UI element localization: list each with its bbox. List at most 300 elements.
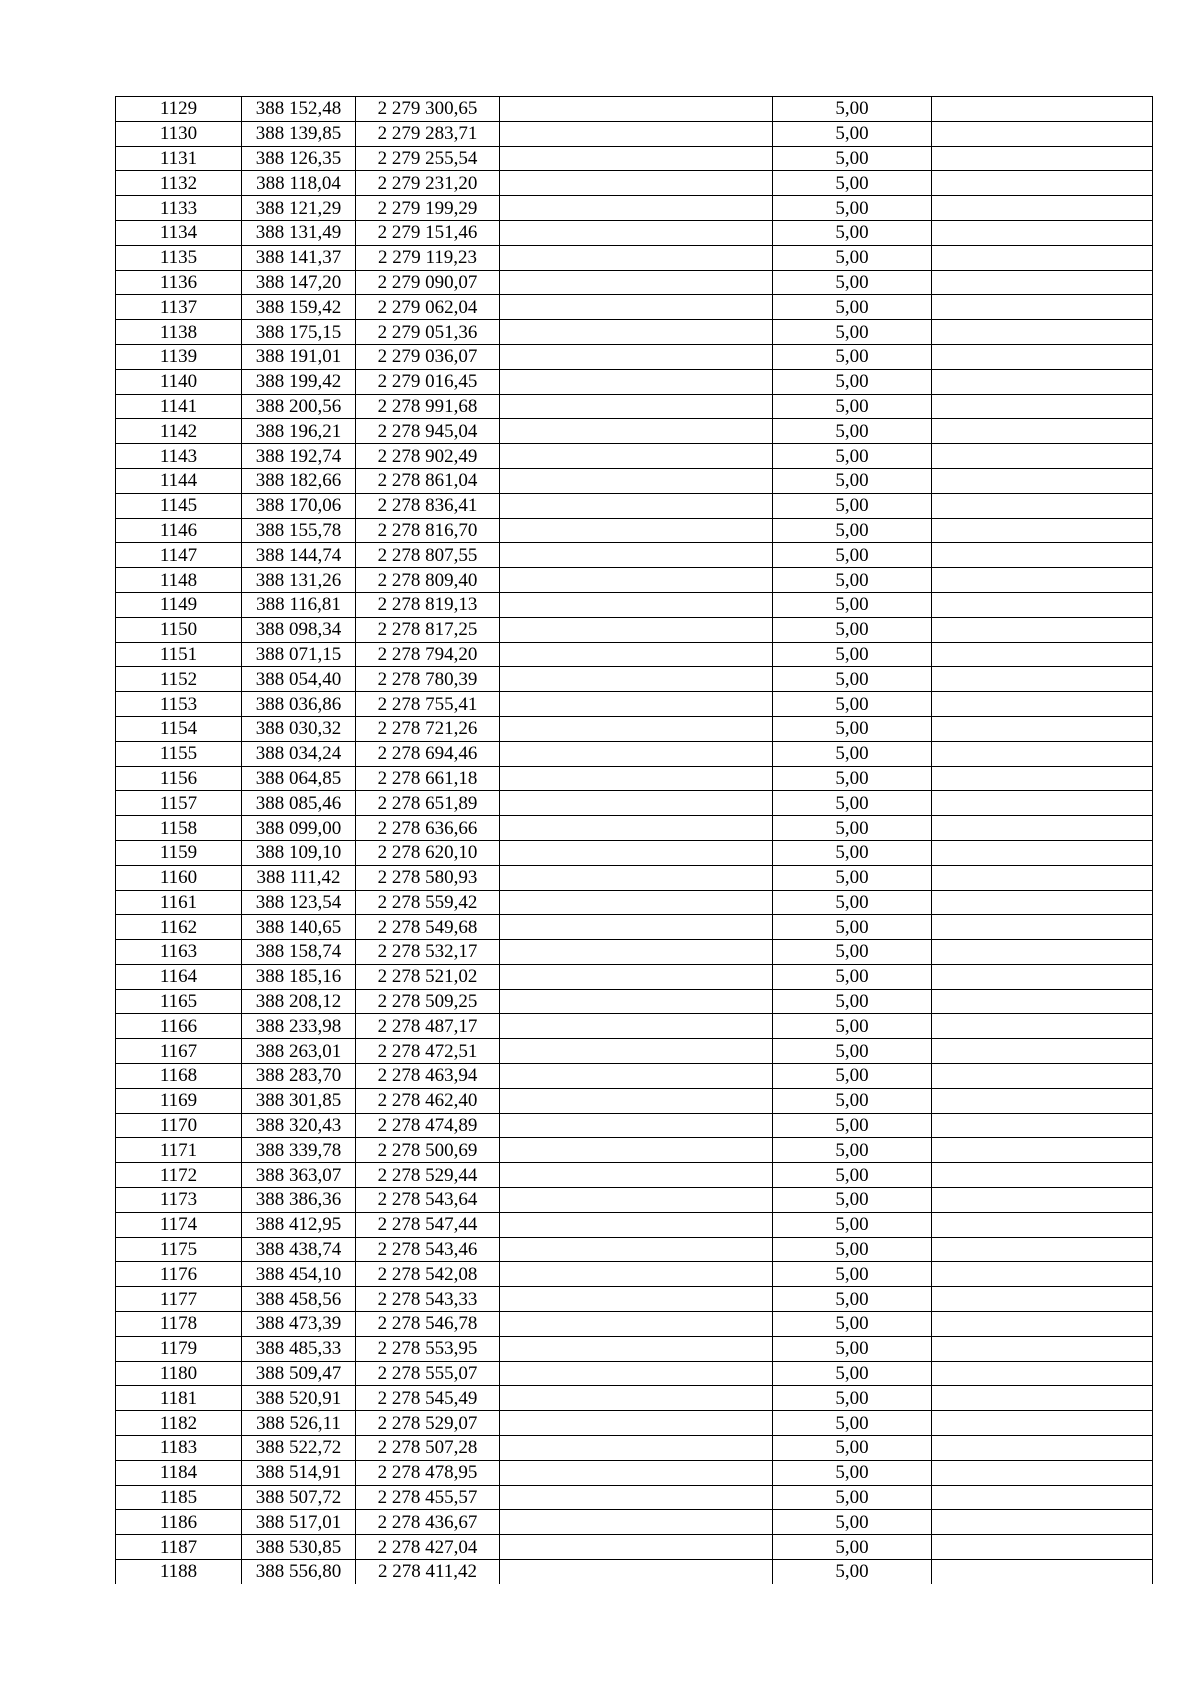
x-coordinate-cell: 388 509,47: [242, 1361, 356, 1386]
empty-cell: [500, 1188, 773, 1213]
y-coordinate-cell: 2 278 545,49: [356, 1386, 500, 1411]
y-coordinate-cell: 2 279 036,07: [356, 344, 500, 369]
empty-cell: [932, 1064, 1153, 1089]
empty-cell: [932, 1113, 1153, 1138]
point-number-cell: 1165: [116, 989, 242, 1014]
empty-cell: [932, 220, 1153, 245]
x-coordinate-cell: 388 200,56: [242, 394, 356, 419]
empty-cell: [500, 1411, 773, 1436]
empty-cell: [500, 816, 773, 841]
point-number-cell: 1166: [116, 1014, 242, 1039]
y-coordinate-cell: 2 278 836,41: [356, 493, 500, 518]
value-cell: 5,00: [773, 1411, 932, 1436]
y-coordinate-cell: 2 278 819,13: [356, 592, 500, 617]
point-number-cell: 1163: [116, 940, 242, 965]
x-coordinate-cell: 388 159,42: [242, 295, 356, 320]
x-coordinate-cell: 388 556,80: [242, 1560, 356, 1584]
point-number-cell: 1168: [116, 1064, 242, 1089]
value-cell: 5,00: [773, 890, 932, 915]
value-cell: 5,00: [773, 220, 932, 245]
point-number-cell: 1134: [116, 220, 242, 245]
x-coordinate-cell: 388 233,98: [242, 1014, 356, 1039]
point-number-cell: 1143: [116, 444, 242, 469]
y-coordinate-cell: 2 278 721,26: [356, 716, 500, 741]
point-number-cell: 1145: [116, 493, 242, 518]
table-row: [116, 320, 1153, 345]
empty-cell: [500, 245, 773, 270]
point-number-cell: 1174: [116, 1212, 242, 1237]
empty-cell: [500, 989, 773, 1014]
point-number-cell: 1179: [116, 1336, 242, 1361]
table-row: [116, 518, 1153, 543]
coordinates-table-body: [116, 97, 1153, 1584]
point-number-cell: 1152: [116, 667, 242, 692]
value-cell: 5,00: [773, 1361, 932, 1386]
table-row: [116, 171, 1153, 196]
value-cell: 5,00: [773, 493, 932, 518]
value-cell: 5,00: [773, 915, 932, 940]
empty-cell: [500, 270, 773, 295]
empty-cell: [932, 1361, 1153, 1386]
value-cell: 5,00: [773, 1510, 932, 1535]
table-row: [116, 890, 1153, 915]
y-coordinate-cell: 2 279 016,45: [356, 369, 500, 394]
x-coordinate-cell: 388 320,43: [242, 1113, 356, 1138]
y-coordinate-cell: 2 278 462,40: [356, 1088, 500, 1113]
y-coordinate-cell: 2 278 543,33: [356, 1287, 500, 1312]
y-coordinate-cell: 2 279 090,07: [356, 270, 500, 295]
empty-cell: [500, 1287, 773, 1312]
empty-cell: [500, 493, 773, 518]
point-number-cell: 1133: [116, 196, 242, 221]
empty-cell: [932, 642, 1153, 667]
table-row: [116, 1113, 1153, 1138]
x-coordinate-cell: 388 131,26: [242, 568, 356, 593]
empty-cell: [932, 1312, 1153, 1337]
value-cell: 5,00: [773, 444, 932, 469]
table-row: [116, 394, 1153, 419]
empty-cell: [932, 791, 1153, 816]
empty-cell: [500, 741, 773, 766]
empty-cell: [932, 1336, 1153, 1361]
value-cell: 5,00: [773, 865, 932, 890]
point-number-cell: 1172: [116, 1163, 242, 1188]
table-row: [116, 1535, 1153, 1560]
table-row: [116, 1560, 1153, 1584]
empty-cell: [500, 369, 773, 394]
table-row: [116, 1460, 1153, 1485]
point-number-cell: 1173: [116, 1188, 242, 1213]
value-cell: 5,00: [773, 270, 932, 295]
y-coordinate-cell: 2 278 755,41: [356, 692, 500, 717]
empty-cell: [500, 865, 773, 890]
table-row: [116, 840, 1153, 865]
empty-cell: [932, 493, 1153, 518]
point-number-cell: 1182: [116, 1411, 242, 1436]
y-coordinate-cell: 2 278 809,40: [356, 568, 500, 593]
empty-cell: [500, 220, 773, 245]
empty-cell: [500, 171, 773, 196]
point-number-cell: 1161: [116, 890, 242, 915]
empty-cell: [500, 1138, 773, 1163]
value-cell: 5,00: [773, 1262, 932, 1287]
empty-cell: [932, 1212, 1153, 1237]
point-number-cell: 1184: [116, 1460, 242, 1485]
y-coordinate-cell: 2 278 636,66: [356, 816, 500, 841]
point-number-cell: 1158: [116, 816, 242, 841]
y-coordinate-cell: 2 279 300,65: [356, 97, 500, 122]
empty-cell: [932, 1188, 1153, 1213]
value-cell: 5,00: [773, 940, 932, 965]
table-row: [116, 1163, 1153, 1188]
empty-cell: [500, 146, 773, 171]
empty-cell: [932, 419, 1153, 444]
empty-cell: [932, 1039, 1153, 1064]
point-number-cell: 1149: [116, 592, 242, 617]
empty-cell: [500, 1212, 773, 1237]
x-coordinate-cell: 388 144,74: [242, 543, 356, 568]
value-cell: 5,00: [773, 369, 932, 394]
point-number-cell: 1148: [116, 568, 242, 593]
table-row: [116, 865, 1153, 890]
value-cell: 5,00: [773, 1336, 932, 1361]
coordinates-table: [115, 96, 1153, 1584]
x-coordinate-cell: 388 141,37: [242, 245, 356, 270]
table-row: [116, 716, 1153, 741]
y-coordinate-cell: 2 278 902,49: [356, 444, 500, 469]
empty-cell: [932, 816, 1153, 841]
point-number-cell: 1178: [116, 1312, 242, 1337]
empty-cell: [932, 1510, 1153, 1535]
y-coordinate-cell: 2 278 945,04: [356, 419, 500, 444]
x-coordinate-cell: 388 175,15: [242, 320, 356, 345]
x-coordinate-cell: 388 071,15: [242, 642, 356, 667]
point-number-cell: 1164: [116, 964, 242, 989]
table-row: [116, 1212, 1153, 1237]
x-coordinate-cell: 388 522,72: [242, 1436, 356, 1461]
x-coordinate-cell: 388 139,85: [242, 121, 356, 146]
table-row: [116, 1361, 1153, 1386]
table-row: [116, 493, 1153, 518]
table-row: [116, 1039, 1153, 1064]
table-row: [116, 295, 1153, 320]
empty-cell: [500, 419, 773, 444]
value-cell: 5,00: [773, 1113, 932, 1138]
empty-cell: [932, 568, 1153, 593]
coordinates-table-wrapper: [115, 96, 1153, 1584]
value-cell: 5,00: [773, 1064, 932, 1089]
x-coordinate-cell: 388 155,78: [242, 518, 356, 543]
table-row: [116, 741, 1153, 766]
value-cell: 5,00: [773, 121, 932, 146]
point-number-cell: 1144: [116, 468, 242, 493]
table-row: [116, 369, 1153, 394]
empty-cell: [500, 394, 773, 419]
table-row: [116, 642, 1153, 667]
empty-cell: [932, 146, 1153, 171]
empty-cell: [932, 344, 1153, 369]
table-row: [116, 146, 1153, 171]
y-coordinate-cell: 2 278 553,95: [356, 1336, 500, 1361]
value-cell: 5,00: [773, 1287, 932, 1312]
point-number-cell: 1153: [116, 692, 242, 717]
x-coordinate-cell: 388 283,70: [242, 1064, 356, 1089]
empty-cell: [500, 97, 773, 122]
point-number-cell: 1155: [116, 741, 242, 766]
empty-cell: [932, 121, 1153, 146]
y-coordinate-cell: 2 279 283,71: [356, 121, 500, 146]
empty-cell: [932, 1411, 1153, 1436]
x-coordinate-cell: 388 116,81: [242, 592, 356, 617]
x-coordinate-cell: 388 158,74: [242, 940, 356, 965]
empty-cell: [500, 468, 773, 493]
point-number-cell: 1151: [116, 642, 242, 667]
point-number-cell: 1177: [116, 1287, 242, 1312]
value-cell: 5,00: [773, 667, 932, 692]
y-coordinate-cell: 2 278 620,10: [356, 840, 500, 865]
empty-cell: [932, 245, 1153, 270]
table-row: [116, 1188, 1153, 1213]
value-cell: 5,00: [773, 245, 932, 270]
empty-cell: [500, 592, 773, 617]
table-row: [116, 592, 1153, 617]
y-coordinate-cell: 2 278 861,04: [356, 468, 500, 493]
x-coordinate-cell: 388 192,74: [242, 444, 356, 469]
y-coordinate-cell: 2 278 472,51: [356, 1039, 500, 1064]
empty-cell: [500, 964, 773, 989]
empty-cell: [500, 840, 773, 865]
empty-cell: [932, 394, 1153, 419]
y-coordinate-cell: 2 278 474,89: [356, 1113, 500, 1138]
x-coordinate-cell: 388 109,10: [242, 840, 356, 865]
value-cell: 5,00: [773, 816, 932, 841]
empty-cell: [500, 1088, 773, 1113]
point-number-cell: 1180: [116, 1361, 242, 1386]
y-coordinate-cell: 2 278 521,02: [356, 964, 500, 989]
value-cell: 5,00: [773, 642, 932, 667]
empty-cell: [500, 344, 773, 369]
empty-cell: [932, 1535, 1153, 1560]
value-cell: 5,00: [773, 1014, 932, 1039]
empty-cell: [932, 468, 1153, 493]
empty-cell: [500, 940, 773, 965]
y-coordinate-cell: 2 278 529,44: [356, 1163, 500, 1188]
empty-cell: [500, 890, 773, 915]
x-coordinate-cell: 388 121,29: [242, 196, 356, 221]
x-coordinate-cell: 388 140,65: [242, 915, 356, 940]
value-cell: 5,00: [773, 592, 932, 617]
y-coordinate-cell: 2 278 580,93: [356, 865, 500, 890]
x-coordinate-cell: 388 196,21: [242, 419, 356, 444]
y-coordinate-cell: 2 279 231,20: [356, 171, 500, 196]
empty-cell: [500, 1386, 773, 1411]
empty-cell: [932, 1237, 1153, 1262]
value-cell: 5,00: [773, 97, 932, 122]
x-coordinate-cell: 388 123,54: [242, 890, 356, 915]
y-coordinate-cell: 2 278 427,04: [356, 1535, 500, 1560]
y-coordinate-cell: 2 278 543,46: [356, 1237, 500, 1262]
y-coordinate-cell: 2 279 255,54: [356, 146, 500, 171]
table-row: [116, 791, 1153, 816]
value-cell: 5,00: [773, 1188, 932, 1213]
value-cell: 5,00: [773, 1039, 932, 1064]
table-row: [116, 419, 1153, 444]
x-coordinate-cell: 388 458,56: [242, 1287, 356, 1312]
value-cell: 5,00: [773, 419, 932, 444]
empty-cell: [932, 369, 1153, 394]
table-row: [116, 1014, 1153, 1039]
point-number-cell: 1138: [116, 320, 242, 345]
x-coordinate-cell: 388 126,35: [242, 146, 356, 171]
empty-cell: [500, 1163, 773, 1188]
y-coordinate-cell: 2 278 661,18: [356, 766, 500, 791]
x-coordinate-cell: 388 030,32: [242, 716, 356, 741]
point-number-cell: 1150: [116, 617, 242, 642]
empty-cell: [932, 989, 1153, 1014]
x-coordinate-cell: 388 386,36: [242, 1188, 356, 1213]
value-cell: 5,00: [773, 394, 932, 419]
empty-cell: [932, 1485, 1153, 1510]
x-coordinate-cell: 388 131,49: [242, 220, 356, 245]
x-coordinate-cell: 388 054,40: [242, 667, 356, 692]
y-coordinate-cell: 2 278 529,07: [356, 1411, 500, 1436]
table-row: [116, 1386, 1153, 1411]
value-cell: 5,00: [773, 171, 932, 196]
point-number-cell: 1159: [116, 840, 242, 865]
table-row: [116, 468, 1153, 493]
value-cell: 5,00: [773, 791, 932, 816]
x-coordinate-cell: 388 263,01: [242, 1039, 356, 1064]
value-cell: 5,00: [773, 196, 932, 221]
x-coordinate-cell: 388 182,66: [242, 468, 356, 493]
empty-cell: [932, 444, 1153, 469]
table-row: [116, 617, 1153, 642]
point-number-cell: 1141: [116, 394, 242, 419]
empty-cell: [500, 1460, 773, 1485]
point-number-cell: 1162: [116, 915, 242, 940]
value-cell: 5,00: [773, 766, 932, 791]
y-coordinate-cell: 2 278 780,39: [356, 667, 500, 692]
value-cell: 5,00: [773, 989, 932, 1014]
y-coordinate-cell: 2 278 555,07: [356, 1361, 500, 1386]
x-coordinate-cell: 388 473,39: [242, 1312, 356, 1337]
point-number-cell: 1146: [116, 518, 242, 543]
empty-cell: [500, 692, 773, 717]
empty-cell: [932, 1386, 1153, 1411]
empty-cell: [932, 940, 1153, 965]
empty-cell: [500, 444, 773, 469]
y-coordinate-cell: 2 279 051,36: [356, 320, 500, 345]
value-cell: 5,00: [773, 617, 932, 642]
value-cell: 5,00: [773, 543, 932, 568]
table-row: [116, 989, 1153, 1014]
empty-cell: [932, 716, 1153, 741]
empty-cell: [500, 1485, 773, 1510]
y-coordinate-cell: 2 278 794,20: [356, 642, 500, 667]
x-coordinate-cell: 388 036,86: [242, 692, 356, 717]
empty-cell: [500, 617, 773, 642]
x-coordinate-cell: 388 412,95: [242, 1212, 356, 1237]
empty-cell: [500, 1064, 773, 1089]
empty-cell: [932, 741, 1153, 766]
empty-cell: [932, 543, 1153, 568]
empty-cell: [932, 1287, 1153, 1312]
point-number-cell: 1160: [116, 865, 242, 890]
table-row: [116, 1336, 1153, 1361]
table-row: [116, 543, 1153, 568]
point-number-cell: 1142: [116, 419, 242, 444]
empty-cell: [500, 121, 773, 146]
table-row: [116, 692, 1153, 717]
table-row: [116, 270, 1153, 295]
table-row: [116, 1312, 1153, 1337]
empty-cell: [932, 196, 1153, 221]
point-number-cell: 1170: [116, 1113, 242, 1138]
y-coordinate-cell: 2 278 509,25: [356, 989, 500, 1014]
point-number-cell: 1154: [116, 716, 242, 741]
x-coordinate-cell: 388 185,16: [242, 964, 356, 989]
point-number-cell: 1188: [116, 1560, 242, 1584]
y-coordinate-cell: 2 278 542,08: [356, 1262, 500, 1287]
x-coordinate-cell: 388 438,74: [242, 1237, 356, 1262]
value-cell: 5,00: [773, 716, 932, 741]
table-row: [116, 1510, 1153, 1535]
empty-cell: [932, 518, 1153, 543]
value-cell: 5,00: [773, 295, 932, 320]
empty-cell: [500, 568, 773, 593]
table-row: [116, 344, 1153, 369]
point-number-cell: 1136: [116, 270, 242, 295]
y-coordinate-cell: 2 278 546,78: [356, 1312, 500, 1337]
table-row: [116, 915, 1153, 940]
empty-cell: [500, 1237, 773, 1262]
table-row: [116, 220, 1153, 245]
x-coordinate-cell: 388 339,78: [242, 1138, 356, 1163]
value-cell: 5,00: [773, 468, 932, 493]
empty-cell: [500, 1262, 773, 1287]
point-number-cell: 1167: [116, 1039, 242, 1064]
x-coordinate-cell: 388 526,11: [242, 1411, 356, 1436]
empty-cell: [500, 543, 773, 568]
empty-cell: [932, 1262, 1153, 1287]
y-coordinate-cell: 2 278 411,42: [356, 1560, 500, 1584]
empty-cell: [932, 1436, 1153, 1461]
value-cell: 5,00: [773, 1560, 932, 1584]
point-number-cell: 1147: [116, 543, 242, 568]
point-number-cell: 1183: [116, 1436, 242, 1461]
y-coordinate-cell: 2 278 463,94: [356, 1064, 500, 1089]
point-number-cell: 1185: [116, 1485, 242, 1510]
point-number-cell: 1131: [116, 146, 242, 171]
empty-cell: [500, 915, 773, 940]
empty-cell: [500, 1560, 773, 1584]
table-row: [116, 964, 1153, 989]
empty-cell: [932, 1138, 1153, 1163]
empty-cell: [500, 1361, 773, 1386]
empty-cell: [500, 1535, 773, 1560]
table-row: [116, 1237, 1153, 1262]
point-number-cell: 1140: [116, 369, 242, 394]
empty-cell: [500, 1039, 773, 1064]
empty-cell: [500, 716, 773, 741]
x-coordinate-cell: 388 152,48: [242, 97, 356, 122]
table-row: [116, 766, 1153, 791]
value-cell: 5,00: [773, 692, 932, 717]
x-coordinate-cell: 388 530,85: [242, 1535, 356, 1560]
x-coordinate-cell: 388 147,20: [242, 270, 356, 295]
x-coordinate-cell: 388 517,01: [242, 1510, 356, 1535]
y-coordinate-cell: 2 278 559,42: [356, 890, 500, 915]
